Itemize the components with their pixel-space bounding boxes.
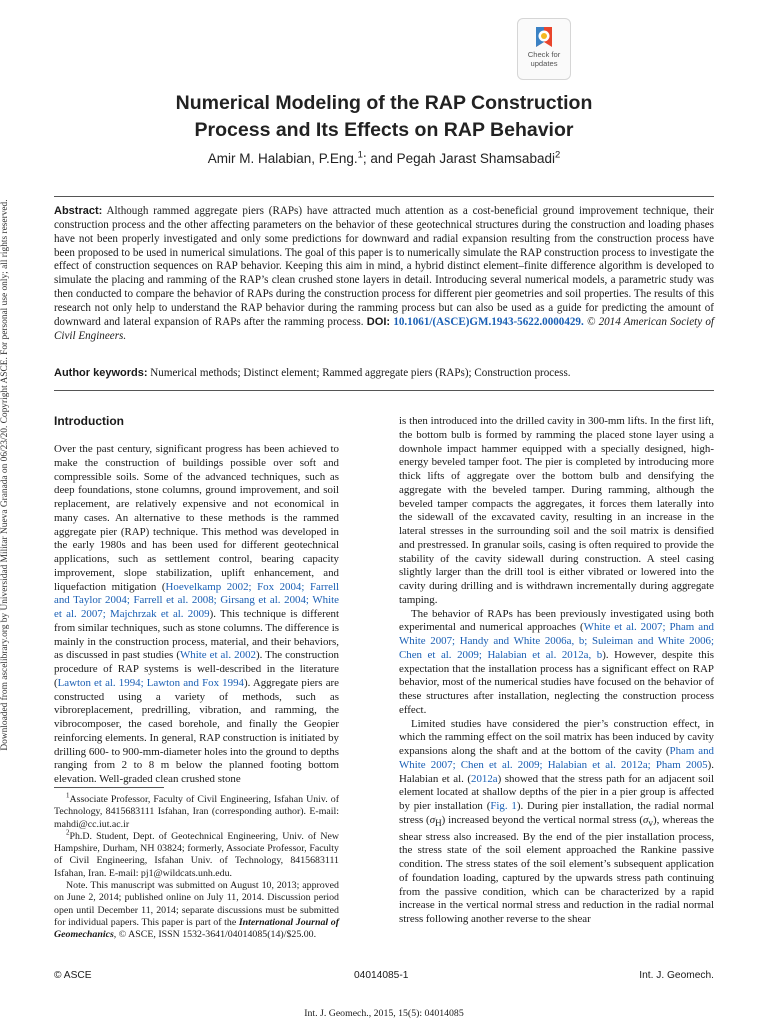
author-1: Amir M. Halabian, P.Eng. — [207, 151, 358, 166]
footnote-1 — [54, 794, 339, 831]
citation-link[interactable]: Lawton et al. 1994; Lawton and Fox 1994 — [57, 676, 244, 689]
text-run: ). Halabian et al. ( — [399, 758, 714, 785]
top-rule — [54, 196, 714, 197]
copyright-line: © 2014 American Society of Civil Engineers. — [54, 315, 714, 342]
text-run: ), whereas the shear stress also increased. By the end of the pier installation process, the stress state of the soil element approached the Rankine passive condition. The stress states of the soil element’s subsequent application of foundation loading, captured by the upwards stress path continuing from the passive condition, which can be characterized by a rapid increase in the vertical normal stress and reduction in the radial normal stress following another reverse to the shear — [399, 813, 714, 926]
text-run: ). Aggregate piers are constructed using a variety of methods, such as vibroreplacement, predrilling, vibration, and ramming, the vibrocomposer, the cased borehole, and finally the Geopier reinforcing elements. In general, RAP construction is initiated by drilling 600- to 900-mm-diameter holes into the ground to depths ranging from 2 to 8 m below the planned footing bottom elevation. Well-graded clean crushed stone — [54, 676, 339, 785]
citation-line: Int. J. Geomech., 2015, 15(5): 04014085 — [304, 1008, 464, 1019]
affil-2-marker: 2 — [554, 149, 561, 161]
journal-name: International Journal of Geomechanics — [54, 916, 339, 941]
text-run: ). This technique is different from similar techniques, such as stone columns. The difference is mainly in the construction process, material, and their behaviors, as discussed in past studies ( — [54, 608, 340, 662]
citation-link[interactable]: Hoevelkamp 2002; Fox 2004; Farrell and Taylor 2004; Farrell et al. 2008; Girsang et al. 2004; White et al. 2007; Majchrzak et al. 2009 — [54, 580, 339, 620]
footnote-2 — [54, 831, 339, 880]
subscript: v — [648, 817, 653, 828]
title-line-1: Numerical Modeling of the RAP Construction — [175, 92, 593, 114]
text-run: ) showed that the stress path for an adjacent soil element located at shallow depths of the pier in a pier group is affected by pier installation ( — [399, 772, 715, 812]
crossmark-label-1: Check for — [527, 50, 561, 59]
author-2: ; and Pegah Jarast Shamsabadi — [362, 151, 555, 166]
note-text: , © ASCE, ISSN 1532-3641/04014085(14)/$25.00. — [113, 929, 317, 941]
footnote-text: Ph.D. Student, Dept. of Geotechnical Engineering, Univ. of New Hampshire, Durham, NH 03824; formerly, Associate Professor, Faculty of Civil Engineering, Isfahan Univ. of Technology, 8415683111 Isfahan, Iran. E-mail: pj1@wildcats.unh.edu. — [54, 830, 339, 879]
sigma-symbol: σ — [429, 813, 436, 826]
left-column — [54, 443, 339, 787]
note-text: Note. This manuscript was submitted on August 10, 2013; approved on June 2, 2014; published online on July 11, 2014. Discussion period open until December 11, 2014; separate discussions must be submitted for individual papers. This paper is part of the — [54, 880, 339, 928]
affil-1-marker: 1 — [357, 149, 363, 161]
footer-article-number: 04014085-1 — [354, 970, 409, 981]
title-line-2: Process and Its Effects on RAP Behavior — [194, 119, 574, 141]
text-run: ). The construction procedure of RAP systems is well-described in the literature ( — [54, 649, 339, 689]
doi-label: DOI: — [366, 315, 391, 328]
download-notice: Downloaded from ascelibrary.org by Universidad Militar Nueva Granada on 06/23/20. Copyright ASCE. For personal use only; all rights reserved. — [0, 199, 10, 751]
citation-link[interactable]: White et al. 2002 — [179, 649, 256, 662]
crossmark-label-2: updates — [530, 58, 558, 68]
footnotes — [54, 794, 339, 942]
paper-title — [54, 90, 714, 144]
right-column — [399, 415, 714, 927]
intro-paragraph-1 — [54, 443, 339, 787]
subscript: H — [435, 817, 442, 828]
sigma-symbol: σ — [643, 813, 649, 826]
keywords-text: Numerical methods; Distinct element; Rammed aggregate piers (RAPs); Construction process. — [150, 367, 571, 379]
abstract-label: Abstract: — [54, 205, 103, 217]
author-line — [54, 151, 714, 166]
citation-link[interactable]: 2012a — [471, 772, 498, 785]
text-run: Limited studies have considered the pier’s construction effect, in which the ramming effect on the soil matrix has been induced by cavity expansions along the shaft and at the bottom of the cavity ( — [399, 717, 714, 757]
citation-link[interactable]: Pham and White 2007; Chen et al. 2009; Halabian et al. 2012a; Pham 2005 — [399, 745, 714, 771]
footnote-marker: 1 — [66, 792, 70, 800]
footnote-marker: 2 — [66, 829, 70, 837]
citation-link[interactable]: White et al. 2007; Pham and White 2007; Handy and White 2006a, b; Suleiman and White 2006; Chen et al. 2009; Halabian et al. 2012a, b — [399, 621, 714, 661]
footnote-text: Associate Professor, Faculty of Civil Engineering, Isfahan Univ. of Technology, 8415683111 Isfahan, Iran (corresponding author). E-mail: mahdi@cc.iut.ac.ir — [54, 794, 339, 830]
text-run: ). However, despite this expectation that the installation process has a significant effect on RAP behavior, most of the numerical studies have focused on the behavior of these structures after installation, neglecting the construction process effect. — [399, 648, 714, 716]
abstract-text: Although rammed aggregate piers (RAPs) have attracted much attention as a cost-beneficial ground improvement technique, their construction process and the other affecting parameters on the behavior of these geotechnical structures during the construction and loading phases have not been properly investigated and only some predictions for downward and radial expansion resulting from the construction process have been proposed to be used in numerical simulations. The goal of this paper is to numerically simulate the RAP construction process to investigate the effect of construction sequences on RAP behavior. Keeping this aim in mind, a hybrid distinct element–finite difference algorithm is developed to simulate the placing and ramming of the RAP’s clean crushed stone layers in detail. Introducing several numerical models, a parametric study was then conducted to compare the behavior of RAPs during the construction process for different pier geometries and soil properties. The results of this research not only help to understand the RAP behavior during the ramming process but can also be used as a guide for predicting the amount of downward and lateral expansion of RAPs after the ramming process. — [54, 205, 714, 328]
text-run: The behavior of RAPs has been previously investigated using both experimental and numerical approaches ( — [399, 607, 714, 634]
check-for-updates-button[interactable] — [517, 18, 571, 80]
text-run: Over the past century, significant progress has been achieved to make the construction of buildings possible over soft and compressible soils. Some of the advanced techniques, such as deep foundations, stone columns, ground improvement, and soil replacement, are relatively expensive and not economical in many cases. An alternative to these methods is the rammed aggregate pier (RAP) technique. This method was developed in the early 1980s and has been used for different geotechnical applications, such as settlement control, bearing capacity improvement, slope stabilization, uplift enhancement, and liquefaction mitigation ( — [54, 443, 339, 593]
crossmark-icon — [533, 25, 555, 51]
footer-publisher: © ASCE — [54, 970, 92, 981]
abstract — [54, 205, 714, 343]
doi-link[interactable]: 10.1061/(ASCE)GM.1943-5622.0000429. — [393, 315, 584, 328]
intro-paragraph-3 — [399, 718, 714, 927]
footer-journal: Int. J. Geomech. — [639, 970, 714, 981]
submission-note — [54, 880, 339, 941]
section-heading-introduction: Introduction — [54, 414, 124, 428]
intro-paragraph-2 — [399, 608, 714, 718]
keywords-label: Author keywords: — [54, 367, 148, 379]
keywords-rule — [54, 390, 714, 391]
intro-paragraph-1-cont: is then introduced into the drilled cavity in 300-mm lifts. In the first lift, the bottom bulb is formed by ramming the placed stone layer using a downhole impact hammer equipped with a specially designed, high-energy beveled tamper foot. The pier is completed by introducing more thick lifts of aggregate over the bottom bulb and densifying the aggregate with the beveled tamper. During ramming, although the beveled tamper compacts the aggregates, it forces them laterally into the sidewall of the excavated cavity, resulting in an increase in the lateral stresses in the surrounding soil and the soil matrix is densified and prestressed. In granular soils, casing is often required to provide the stability of the cavity sidewall during construction. A steel casing slightly larger than the drill tool is either vibrated or lowered into the cavity during drilling and is withdrawn incrementally during aggregate tamping. — [399, 415, 714, 606]
author-keywords — [54, 367, 714, 379]
page-footer — [54, 970, 714, 984]
text-run: ). During pier installation, the radial normal stress ( — [399, 800, 715, 826]
figure-link[interactable]: Fig. 1 — [490, 800, 517, 812]
footnote-rule — [54, 787, 164, 788]
text-run: ) increased beyond the vertical normal stress ( — [441, 813, 644, 826]
